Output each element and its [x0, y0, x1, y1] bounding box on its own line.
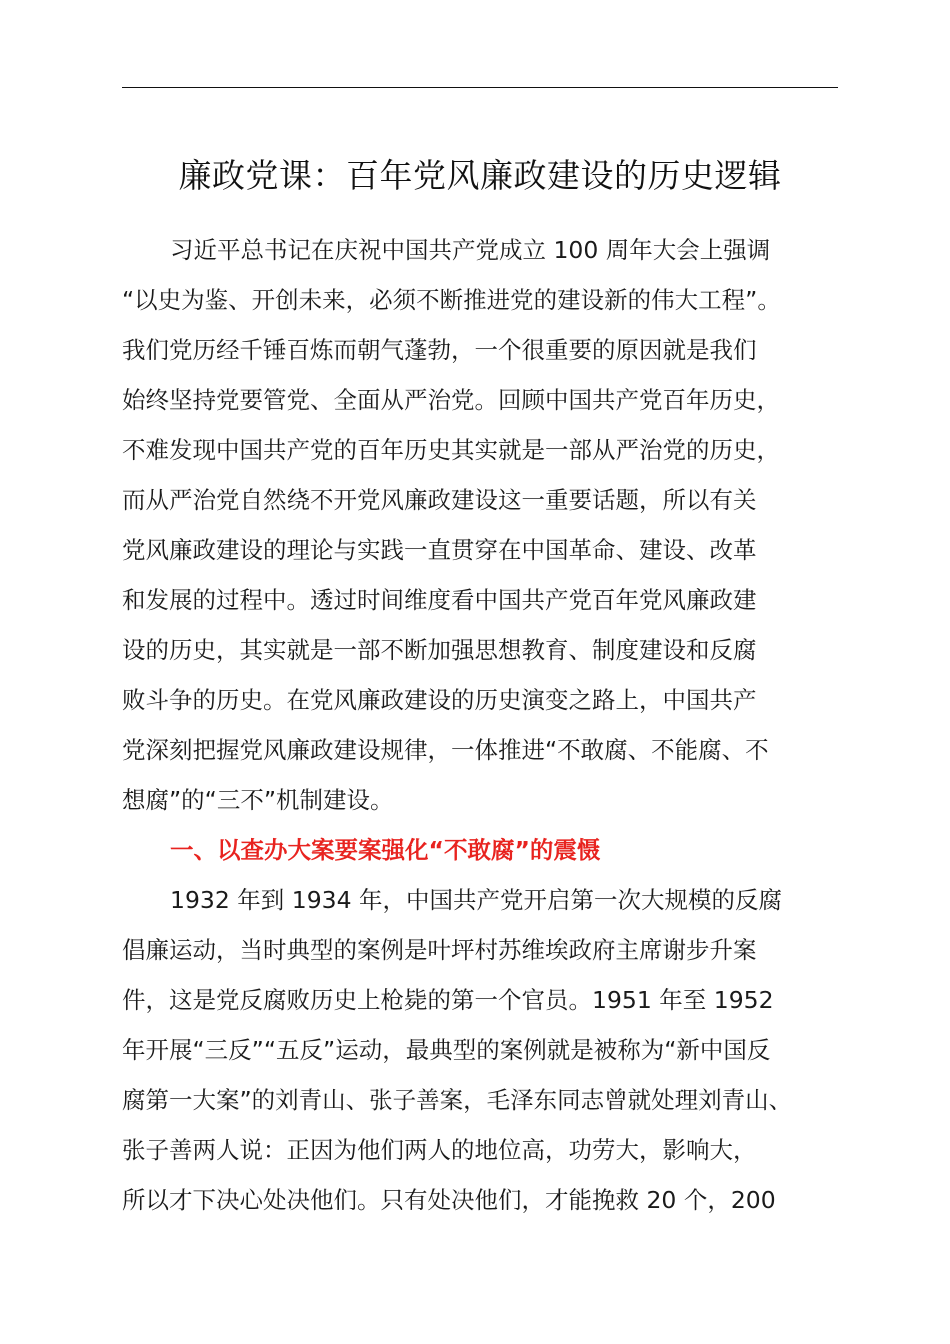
- text-line: 习近平总书记在庆祝中国共产党成立 100 周年大会上强调: [170, 236, 771, 264]
- text-line: 腐第一大案”的刘青山、张子善案，毛泽东同志曾就处理刘青山、: [122, 1086, 793, 1114]
- text-line: 败斗争的历史。在党风廉政建设的历史演变之路上，中国共产: [122, 686, 757, 714]
- text-line: 始终坚持党要管党、全面从严治党。回顾中国共产党百年历史，: [122, 386, 780, 414]
- text-line: 和发展的过程中。透过时间维度看中国共产党百年党风廉政建: [122, 586, 757, 614]
- text-line: 所以才下决心处决他们。只有处决他们，才能挽救 20 个，200: [122, 1186, 776, 1214]
- document-title: 廉政党课：百年党风廉政建设的历史逻辑: [178, 156, 782, 195]
- text-line: 不难发现中国共产党的百年历史其实就是一部从严治党的历史，: [122, 436, 780, 464]
- text-line: 党风廉政建设的理论与实践一直贯穿在中国革命、建设、改革: [122, 536, 757, 564]
- text-line: 设的历史，其实就是一部不断加强思想教育、制度建设和反腐: [122, 636, 757, 664]
- text-line: 1932 年到 1934 年，中国共产党开启第一次大规模的反腐: [170, 886, 783, 914]
- text-line: 年开展“三反”“五反”运动，最典型的案例就是被称为“新中国反: [122, 1036, 771, 1064]
- document-body: [122, 225, 838, 1225]
- header-rule: [122, 87, 838, 88]
- text-line: 倡廉运动，当时典型的案例是叶坪村苏维埃政府主席谢步升案: [122, 936, 757, 964]
- text-line: 而从严治党自然绕不开党风廉政建设这一重要话题，所以有关: [122, 486, 757, 514]
- text-line: “以史为鉴、开创未来，必须不断推进党的建设新的伟大工程”。: [122, 286, 781, 314]
- section-heading: 一、以查办大案要案强化“不敢腐”的震慑: [170, 836, 601, 864]
- text-line: 件，这是党反腐败历史上枪毙的第一个官员。1951 年至 1952: [122, 986, 774, 1014]
- text-line: 想腐”的“三不”机制建设。: [122, 786, 394, 814]
- text-line: 我们党历经千锤百炼而朝气蓬勃，一个很重要的原因就是我们: [122, 336, 757, 364]
- paragraph-intro: [122, 225, 838, 825]
- text-line: 党深刻把握党风廉政建设规律，一体推进“不敢腐、不能腐、不: [122, 736, 769, 764]
- text-line: 张子善两人说：正因为他们两人的地位高，功劳大，影响大，: [122, 1136, 757, 1164]
- paragraph-section-1: [122, 875, 838, 1225]
